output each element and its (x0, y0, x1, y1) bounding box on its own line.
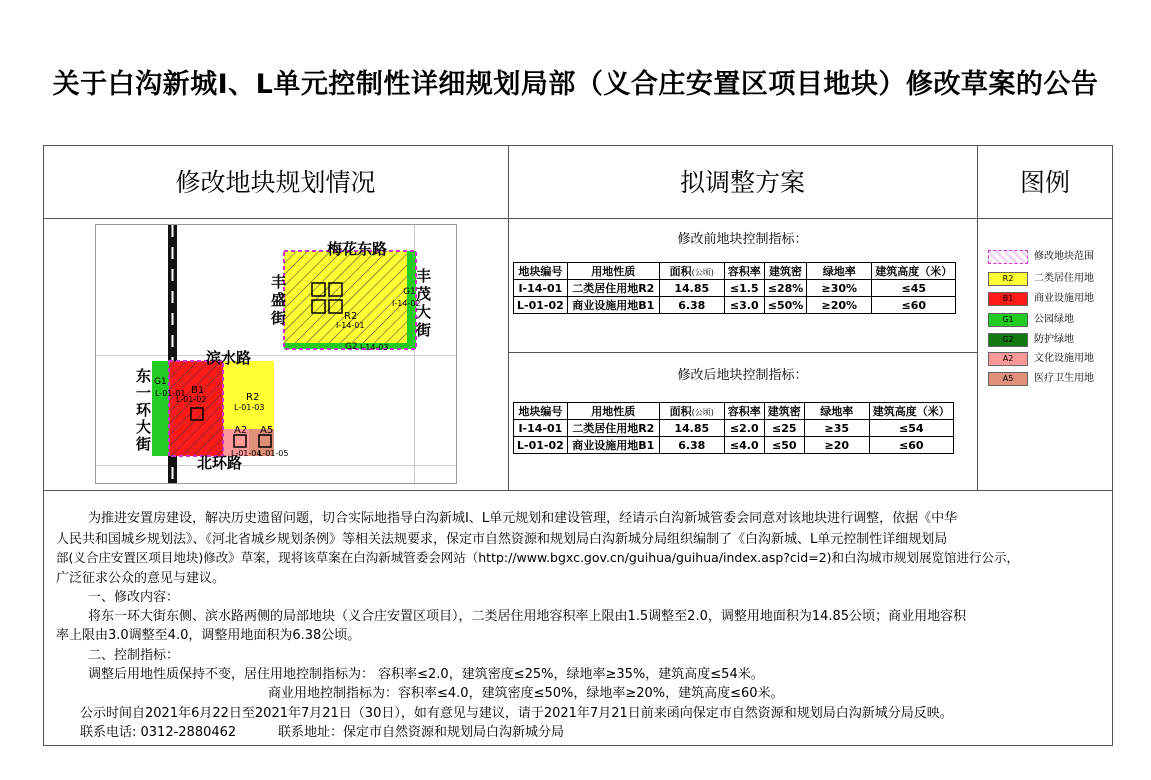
page-title: 关于白沟新城I、L单元控制性详细规划局部（义合庄安置区项目地块）修改草案的公告 (52, 69, 1099, 100)
cell: ≥20% (807, 297, 872, 314)
legend-swatch: B1 (988, 292, 1028, 306)
notice-period: 公示时间自2021年6月22日至2021年7月21日（30日），如有意见与建议，请于2021年7月21日前来函向保定市自然资源和规划局白沟新城分局反映。 (80, 706, 953, 721)
legend-label: 公园绿地 (1034, 314, 1074, 325)
cell: ≤50 (764, 437, 804, 454)
header-cell: 地块编号 (514, 403, 568, 420)
label-a5: A5 (260, 425, 274, 436)
cell: 14.85 (659, 280, 724, 297)
cell: ≤28% (764, 280, 807, 297)
cell: ≥30% (807, 280, 872, 297)
legend-label: 商业设施用地 (1034, 293, 1094, 304)
header-cell: 地块编号 (514, 263, 568, 280)
notice-line-1: 为推进安置房建设，解决历史遗留问题，切合实际地指导白沟新城I、L单元规划和建设管理，经请示白沟新城管委会同意对该地块进行调整，依据《中华 (88, 511, 958, 526)
cell: ≤1.5 (724, 280, 764, 297)
label-a5-id: L-01-05 (258, 449, 289, 458)
cell: ≤2.0 (724, 420, 764, 437)
contact-phone: 联系电话: 0312-2880462 (80, 725, 237, 740)
cell: L-01-02 (514, 297, 568, 314)
label-r2-bottom-id: L-01-03 (234, 403, 265, 412)
legend-label: 二类居住用地 (1034, 273, 1094, 284)
cell: I-14-01 (514, 280, 568, 297)
legend-swatch: G2 (988, 333, 1028, 347)
legend-swatch: G1 (988, 313, 1028, 327)
column-header-middle: 拟调整方案 (679, 168, 805, 197)
column-header-right: 图例 (1019, 168, 1070, 197)
legend-swatch (988, 250, 1028, 264)
label-g1-right: G1 (403, 287, 416, 297)
table-divider (508, 352, 977, 353)
header-cell: 用地性质 (567, 403, 659, 420)
header-cell: 容积率 (724, 403, 764, 420)
before-caption: 修改前地块控制指标： (677, 232, 808, 247)
cell: ≤54 (869, 420, 953, 437)
header-cell: 绿地率 (807, 263, 872, 280)
notice-line-4: 广泛征求公众的意见与建议。 (56, 571, 226, 586)
label-a2-id: L-01-04 (231, 449, 262, 458)
before-table (513, 262, 956, 314)
label-r2-bottom: R2 (246, 392, 260, 403)
cell: ≤25 (764, 420, 804, 437)
legend-swatch: R2 (988, 272, 1028, 286)
cell: ≥20 (804, 437, 869, 454)
cell: 商业设施用地B1 (567, 297, 659, 314)
header-cell: 建筑密 (764, 263, 807, 280)
legend-label: 修改地块范围 (1034, 251, 1094, 262)
road-meihua: 梅花东路 (327, 240, 388, 258)
legend-label: 文化设施用地 (1034, 353, 1094, 364)
section-2-title: 二、控制指标： (88, 648, 180, 663)
cell: ≤45 (872, 280, 956, 297)
header-cell: 建筑高度（米） (872, 263, 956, 280)
cell: 6.38 (659, 437, 724, 454)
header-unit: (公顷) (691, 408, 714, 417)
cell: ≤4.0 (724, 437, 764, 454)
label-r2-top-id: I-14-01 (336, 321, 365, 330)
header-unit: (公顷) (691, 268, 714, 277)
cell: L-01-02 (514, 437, 568, 454)
section-1-line-1: 将东一环大街东侧、滨水路两侧的局部地块（义合庄安置区项目），二类居住用地容积率上限由1.5调整至2.0，调整用地面积为14.85公顷；商业用地容积 (88, 609, 967, 624)
cell: ≤50% (764, 297, 807, 314)
cell: ≤60 (872, 297, 956, 314)
column-header-left: 修改地块规划情况 (175, 168, 376, 197)
header-cell: 容积率 (724, 263, 764, 280)
label-g1-right-id: I-14-02 (392, 299, 421, 308)
cell: ≤3.0 (724, 297, 764, 314)
cell: 二类居住用地R2 (567, 280, 659, 297)
legend-label: 医疗卫生用地 (1034, 373, 1094, 384)
cell: I-14-01 (514, 420, 568, 437)
contact-address: 联系地址：保定市自然资源和规划局白沟新城分局 (278, 725, 565, 740)
table-row (514, 297, 956, 314)
header-cell: 建筑高度（米） (869, 403, 953, 420)
cell: ≤60 (869, 437, 953, 454)
legend-swatch: A2 (988, 352, 1028, 366)
header-area: 面积 (669, 265, 692, 278)
header-cell (659, 263, 724, 280)
before-table-header (514, 263, 956, 280)
label-b1: B1 (191, 385, 205, 396)
label-g1-left-id: L-01-01 (155, 389, 186, 398)
label-g2: G2 (345, 342, 358, 352)
section-2-line-1: 调整后用地性质保持不变，居住用地控制指标为： 容积率≤2.0，建筑密度≤25%，绿地率≥35%，建筑高度≤54米。 (88, 667, 764, 682)
after-table-header (514, 403, 954, 420)
road-donghuan: 东一环大街 (136, 367, 152, 453)
header-cell: 绿地率 (804, 403, 869, 420)
notice-line-2: 人民共和国城乡规划法》、《河北省城乡规划条例》等相关法规要求，保定市自然资源和规划局白沟新城分局组织编制了《白沟新城、L单元控制性详细规划局 (56, 532, 948, 547)
section-1-title: 一、修改内容： (88, 590, 180, 605)
road-fengsheng: 丰盛街 (271, 273, 287, 327)
notice-line-3: 部(义合庄安置区项目地块)修改》草案，现将该草案在白沟新城管委会网站（http://www.bgxc.gov.cn/guihua/guihua/index.asp?cid=2)和白沟城市规划展览馆进行公示， (56, 550, 1020, 565)
section-1-line-2: 率上限由3.0调整至4.0，调整用地面积为6.38公顷。 (56, 628, 361, 643)
cell: 6.38 (659, 297, 724, 314)
after-caption: 修改后地块控制指标： (677, 368, 808, 383)
road-fengmao: 丰茂大街 (416, 267, 432, 339)
body-divider (43, 490, 1113, 491)
header-cell (659, 403, 724, 420)
header-area: 面积 (669, 405, 692, 418)
parcel-g1-left (152, 361, 169, 456)
legend-label: 防护绿地 (1034, 334, 1074, 345)
cell: 14.85 (659, 420, 724, 437)
label-r2-top: R2 (344, 311, 358, 322)
site-map (95, 224, 457, 484)
table-row (514, 437, 954, 454)
section-2-line-2: 商业用地控制指标为：容积率≤4.0，建筑密度≤50%，绿地率≥20%，建筑高度≤60米。 (268, 686, 784, 701)
after-table (513, 402, 954, 454)
table-row (514, 280, 956, 297)
label-g1-left: G1 (154, 377, 167, 387)
cell: 二类居住用地R2 (567, 420, 659, 437)
label-a2: A2 (234, 425, 248, 436)
legend-swatch: A5 (988, 372, 1028, 386)
header-divider (43, 218, 1113, 219)
road-binshui: 滨水路 (206, 349, 252, 367)
table-row (514, 420, 954, 437)
header-cell: 用地性质 (567, 263, 659, 280)
header-cell: 建筑密 (764, 403, 804, 420)
road-beihuan: 北环路 (197, 454, 243, 472)
cell: ≥35 (804, 420, 869, 437)
label-g2-id: I-14-03 (360, 343, 389, 352)
label-b1-id: L-01-02 (176, 395, 207, 404)
cell: 商业设施用地B1 (567, 437, 659, 454)
